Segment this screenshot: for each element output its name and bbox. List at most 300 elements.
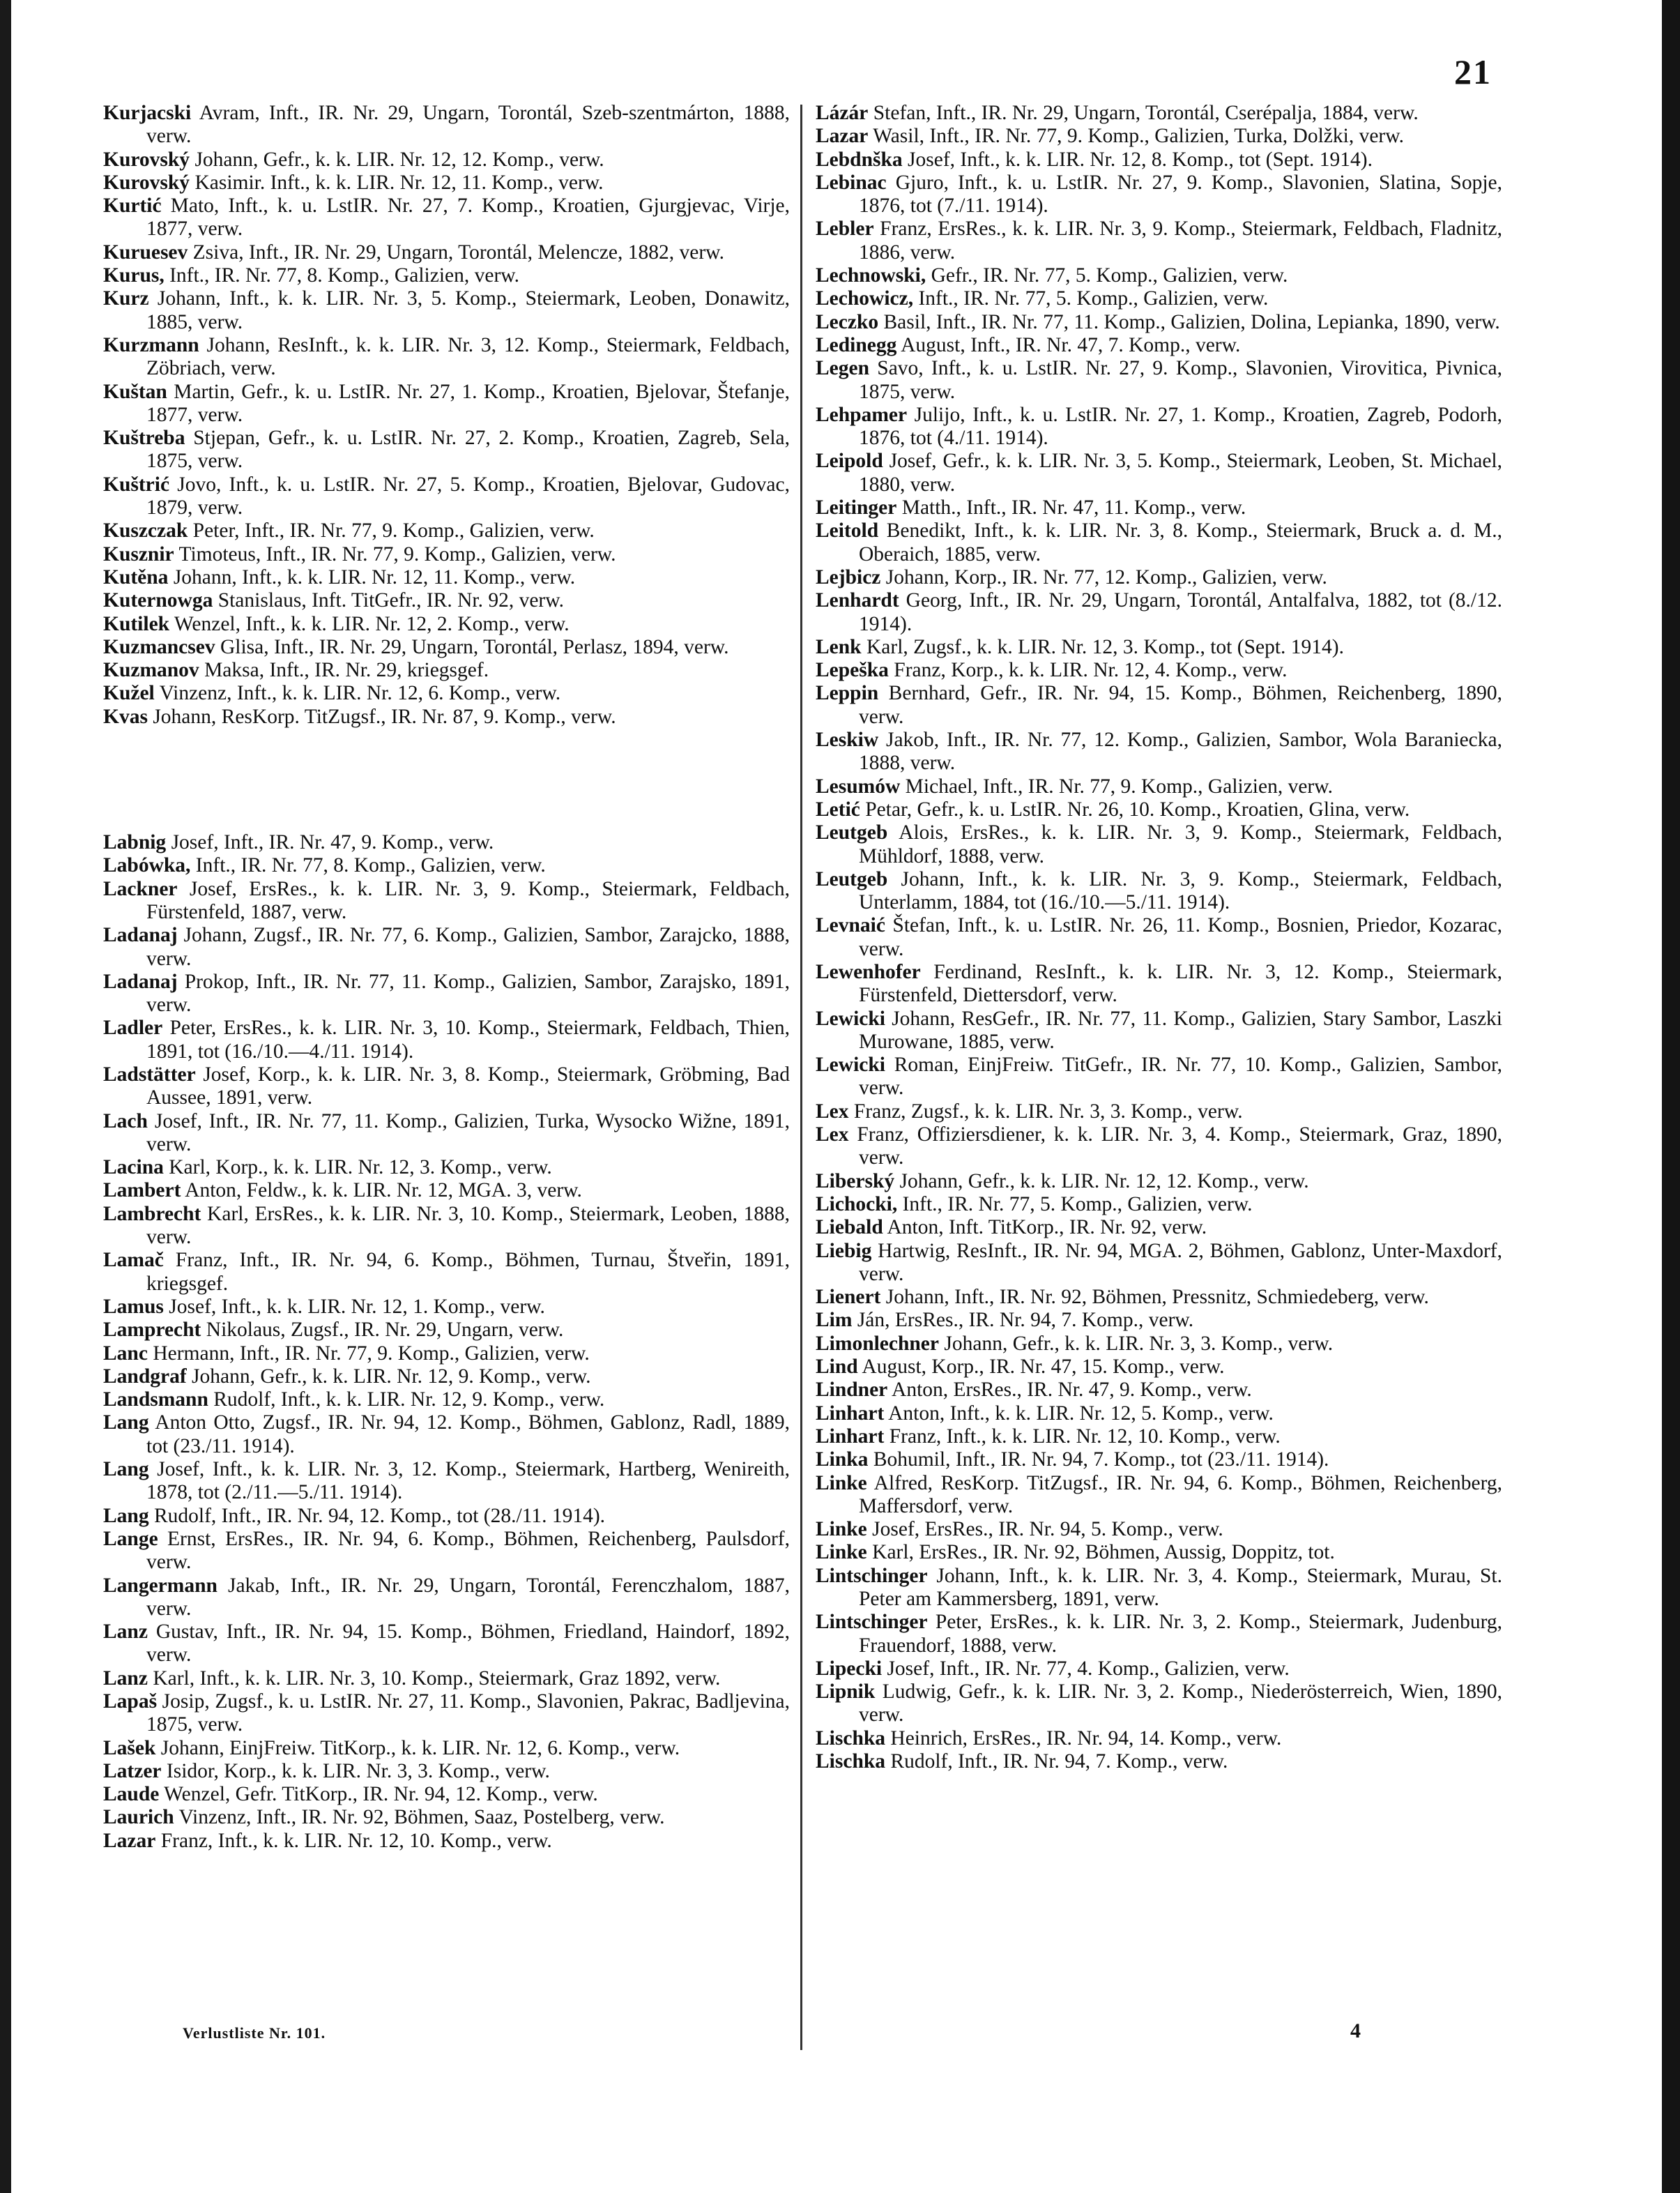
casualty-entry (103, 1063, 790, 1110)
entry-details: Martin, Gefr., k. u. LstIR. Nr. 27, 1. Komp., Kroatien, Bjelovar, Štefanje, 1877, verw. (146, 380, 790, 426)
entry-details: Inft., IR. Nr. 77, 8. Komp., Galizien, verw. (190, 854, 546, 877)
casualty-entry (816, 1448, 1502, 1471)
entry-surname: Linke (816, 1541, 867, 1564)
casualty-entry (816, 659, 1502, 682)
casualty-entry (816, 334, 1502, 357)
casualty-entry (816, 125, 1502, 148)
entry-surname: Leczko (816, 310, 879, 333)
entry-surname: Levnaić (816, 914, 885, 937)
entry-surname: Lischka (816, 1750, 886, 1773)
entry-details: Roman, EinjFreiw. TitGefr., IR. Nr. 77, 10. Komp., Galizien, Sambor, verw. (859, 1054, 1502, 1100)
entry-details: Stjepan, Gefr., k. u. LstIR. Nr. 27, 2. Komp., Kroatien, Zagreb, Sela, 1875, verw. (146, 427, 790, 473)
entry-details: Johann, Korp., IR. Nr. 77, 12. Komp., Galizien, verw. (880, 566, 1327, 589)
casualty-entry (103, 264, 790, 287)
entry-details: Johann, Gefr., k. k. LIR. Nr. 12, 12. Komp., verw. (894, 1169, 1309, 1192)
casualty-entry (816, 149, 1502, 172)
entry-details: Johann, ResInft., k. k. LIR. Nr. 3, 12. Komp., Steiermark, Feldbach, Zöbriach, verw. (146, 333, 790, 380)
casualty-entry (816, 1309, 1502, 1332)
entry-surname: Kuszczak (103, 519, 188, 542)
casualty-entry (103, 1179, 790, 1202)
entry-surname: Lenk (816, 635, 862, 658)
right-column (816, 102, 1502, 1773)
entry-surname: Kurtić (103, 195, 162, 218)
casualty-entry (816, 1750, 1502, 1773)
entry-surname: Lechowicz, (816, 287, 914, 310)
entry-surname: Lenhardt (816, 589, 899, 612)
page-edge-left (0, 0, 11, 2193)
entry-details: Bernhard, Gefr., IR. Nr. 94, 15. Komp., Böhmen, Reichenberg, 1890, verw. (859, 682, 1502, 728)
entry-surname: Lázár (816, 102, 869, 124)
entry-details: Josef, ErsRes., IR. Nr. 94, 5. Komp., verw. (866, 1518, 1223, 1541)
entry-surname: Lang (103, 1411, 149, 1434)
entry-surname: Kuštan (103, 380, 167, 403)
entry-surname: Lapaš (103, 1690, 158, 1713)
entry-details: Glisa, Inft., IR. Nr. 29, Ungarn, Torontál, Perlasz, 1894, verw. (215, 635, 729, 658)
casualty-entry (816, 1657, 1502, 1680)
entry-details: Josef, ErsRes., k. k. LIR. Nr. 3, 9. Komp., Steiermark, Feldbach, Fürstenfeld, 1887, verw. (146, 877, 790, 923)
casualty-entry (816, 311, 1502, 334)
entry-details: August, Korp., IR. Nr. 47, 15. Komp., verw. (857, 1356, 1225, 1379)
casualty-entry (816, 729, 1502, 775)
casualty-entry (103, 102, 790, 149)
entry-details: Franz, Inft., k. k. LIR. Nr. 12, 10. Komp., verw. (884, 1425, 1281, 1448)
section-gap (103, 729, 790, 831)
page-number: 21 (1454, 52, 1492, 91)
entry-surname: Liebald (816, 1216, 883, 1239)
casualty-entry (103, 1760, 790, 1783)
entry-surname: Liberský (816, 1169, 895, 1192)
casualty-entry (816, 1680, 1502, 1727)
casualty-entry (103, 1783, 790, 1806)
casualty-entry (103, 1249, 790, 1296)
casualty-entry (816, 450, 1502, 496)
casualty-entry (816, 1054, 1502, 1100)
entry-details: Prokop, Inft., IR. Nr. 77, 11. Komp., Galizien, Sambor, Zarajsko, 1891, verw. (146, 970, 790, 1017)
entry-details: Anton Otto, Zugsf., IR. Nr. 94, 12. Komp., Böhmen, Gablonz, Radl, 1889, tot (23./11. 1914). (146, 1411, 790, 1457)
entry-surname: Ladstätter (103, 1063, 196, 1086)
casualty-entry (816, 1008, 1502, 1054)
casualty-entry (103, 241, 790, 264)
casualty-entry (816, 1100, 1502, 1123)
casualty-entry (103, 1528, 790, 1574)
casualty-entry (103, 1830, 790, 1853)
casualty-entry (103, 1319, 790, 1342)
entry-surname: Lacina (103, 1156, 164, 1179)
casualty-entry (816, 636, 1502, 659)
entry-details: Ferdinand, ResInft., k. k. LIR. Nr. 3, 12. Komp., Steiermark, Fürstenfeld, Diettersdorf, verw. (859, 960, 1502, 1007)
casualty-entry (103, 1110, 790, 1157)
entry-surname: Lanc (103, 1342, 148, 1365)
entry-surname: Lesumów (816, 775, 901, 798)
entry-surname: Linhart (816, 1425, 885, 1448)
entry-details: Franz, ErsRes., k. k. LIR. Nr. 3, 9. Komp., Steiermark, Feldbach, Fladnitz, 1886, verw. (859, 218, 1502, 264)
entry-details: Michael, Inft., IR. Nr. 77, 9. Komp., Galizien, verw. (900, 775, 1334, 798)
entry-surname: Lewicki (816, 1007, 885, 1030)
entry-surname: Kusznir (103, 542, 174, 566)
entry-details: Johann, Inft., IR. Nr. 92, Böhmen, Pressnitz, Schmiedeberg, verw. (880, 1286, 1429, 1309)
entry-list-right (816, 102, 1502, 1773)
entry-surname: Ladler (103, 1017, 163, 1040)
entry-details: Anton, Inft., k. k. LIR. Nr. 12, 5. Komp., verw. (884, 1402, 1274, 1425)
entry-surname: Lind (816, 1356, 858, 1379)
entry-details: Jakab, Inft., IR. Nr. 29, Ungarn, Torontál, Ferenczhalom, 1887, verw. (146, 1574, 790, 1620)
entry-details: Franz, Offiziersdiener, k. k. LIR. Nr. 3, 4. Komp., Steiermark, Graz, 1890, verw. (848, 1123, 1502, 1169)
entry-details: Heinrich, ErsRes., IR. Nr. 94, 14. Komp., verw. (885, 1727, 1282, 1750)
entry-surname: Lambrecht (103, 1202, 201, 1225)
entry-surname: Kuruesev (103, 241, 188, 264)
casualty-entry (103, 1806, 790, 1829)
casualty-entry (103, 706, 790, 729)
entry-details: Basil, Inft., IR. Nr. 77, 11. Komp., Galizien, Dolina, Lepianka, 1890, verw. (878, 310, 1500, 333)
entry-surname: Kuzmanov (103, 659, 199, 682)
casualty-entry (103, 1017, 790, 1063)
entry-surname: Linhart (816, 1402, 885, 1425)
entry-details: Gefr., IR. Nr. 77, 5. Komp., Galizien, verw. (926, 264, 1288, 287)
entry-surname: Lepeška (816, 659, 889, 682)
entry-surname: Lintschinger (816, 1564, 928, 1587)
casualty-entry (103, 149, 790, 172)
casualty-entry (103, 613, 790, 636)
entry-surname: Labnig (103, 831, 167, 854)
entry-surname: Lazar (816, 125, 869, 148)
entry-surname: Lambert (103, 1179, 181, 1202)
entry-details: Johann, Gefr., k. k. LIR. Nr. 12, 12. Komp., verw. (190, 148, 604, 171)
entry-surname: Latzer (103, 1759, 162, 1782)
casualty-entry (816, 357, 1502, 404)
entry-surname: Limonlechner (816, 1332, 939, 1355)
casualty-entry (816, 821, 1502, 868)
entry-details: Josef, Inft., IR. Nr. 77, 4. Komp., Galizien, verw. (882, 1657, 1290, 1680)
entry-surname: Linke (816, 1471, 867, 1494)
casualty-entry (816, 1402, 1502, 1425)
entry-details: Štefan, Inft., k. u. LstIR. Nr. 26, 11. Komp., Bosnien, Priedor, Kozarac, verw. (859, 914, 1502, 960)
entry-surname: Kutilek (103, 612, 170, 635)
casualty-entry (816, 404, 1502, 450)
entry-details: Kasimir. Inft., k. k. LIR. Nr. 12, 11. Komp., verw. (190, 171, 604, 194)
casualty-entry (816, 798, 1502, 821)
casualty-entry (816, 1240, 1502, 1287)
entry-details: Peter, ErsRes., k. k. LIR. Nr. 3, 2. Komp., Steiermark, Judenburg, Frauendorf, 1888, verw. (859, 1611, 1502, 1657)
casualty-entry (816, 1286, 1502, 1309)
entry-surname: Linka (816, 1448, 869, 1471)
entry-details: Nikolaus, Zugsf., IR. Nr. 29, Ungarn, verw. (201, 1319, 564, 1342)
entry-surname: Labówka, (103, 854, 191, 877)
entry-details: Stefan, Inft., IR. Nr. 29, Ungarn, Torontál, Cserépalja, 1884, verw. (868, 102, 1419, 124)
casualty-entry (103, 831, 790, 854)
casualty-entry (816, 1170, 1502, 1193)
entry-surname: Laude (103, 1783, 160, 1806)
entry-list-l (103, 831, 790, 1853)
entry-details: Josef, Inft., k. k. LIR. Nr. 12, 1. Komp., verw. (163, 1295, 545, 1318)
entry-details: Wasil, Inft., IR. Nr. 77, 9. Komp., Galizien, Turka, Dolžki, verw. (868, 125, 1405, 148)
casualty-entry (103, 1296, 790, 1319)
entry-surname: Ladanaj (103, 924, 178, 947)
entry-surname: Lienert (816, 1286, 881, 1309)
entry-details: Isidor, Korp., k. k. LIR. Nr. 3, 3. Komp., verw. (161, 1759, 550, 1782)
entry-surname: Lim (816, 1309, 853, 1332)
casualty-entry (103, 1203, 790, 1250)
entry-surname: Lackner (103, 877, 178, 900)
casualty-entry (103, 878, 790, 925)
entry-details: Johann, Gefr., k. k. LIR. Nr. 12, 9. Komp., verw. (186, 1365, 591, 1388)
entry-surname: Lejbicz (816, 566, 881, 589)
entry-list-k (103, 102, 790, 729)
entry-details: Karl, Inft., k. k. LIR. Nr. 3, 10. Komp., Steiermark, Graz 1892, verw. (147, 1667, 721, 1690)
casualty-entry (103, 971, 790, 1017)
entry-surname: Lischka (816, 1727, 886, 1750)
casualty-entry (103, 427, 790, 473)
casualty-entry (816, 566, 1502, 589)
entry-surname: Kuštrić (103, 473, 170, 496)
casualty-entry (103, 1574, 790, 1621)
entry-surname: Leutgeb (816, 821, 888, 844)
entry-surname: Kurzmann (103, 333, 199, 356)
entry-surname: Leppin (816, 682, 879, 705)
entry-details: Jakob, Inft., IR. Nr. 77, 12. Komp., Galizien, Sambor, Wola Baraniecka, 1888, verw. (859, 729, 1502, 775)
entry-details: Franz, Zugsf., k. k. LIR. Nr. 3, 3. Komp., verw. (848, 1100, 1243, 1123)
entry-details: Vinzenz, Inft., k. k. LIR. Nr. 12, 6. Komp., verw. (154, 682, 561, 705)
casualty-entry (816, 1123, 1502, 1170)
casualty-entry (816, 218, 1502, 264)
entry-details: Wenzel, Gefr. TitKorp., IR. Nr. 94, 12. Komp., verw. (159, 1783, 598, 1806)
entry-details: Benedikt, Inft., k. k. LIR. Nr. 3, 8. Komp., Steiermark, Bruck a. d. M., Oberaich, 1885, verw. (859, 519, 1502, 566)
entry-details: Anton, Inft. TitKorp., IR. Nr. 92, verw. (883, 1216, 1207, 1239)
entry-surname: Kurovský (103, 148, 190, 171)
casualty-entry (103, 1342, 790, 1365)
entry-surname: Lehpamer (816, 403, 908, 426)
casualty-entry (103, 381, 790, 427)
entry-details: Gjuro, Inft., k. u. LstIR. Nr. 27, 9. Komp., Slavonien, Slatina, Sopje, 1876, tot (7./11. 1914). (859, 171, 1502, 218)
casualty-entry (103, 1388, 790, 1411)
casualty-entry (103, 1667, 790, 1690)
entry-surname: Lamus (103, 1295, 164, 1318)
entry-surname: Lichocki, (816, 1192, 898, 1215)
casualty-entry (816, 1472, 1502, 1519)
entry-surname: Lang (103, 1504, 149, 1527)
entry-details: Stanislaus, Inft. TitGefr., IR. Nr. 92, verw. (213, 589, 565, 612)
entry-details: Anton, Feldw., k. k. LIR. Nr. 12, MGA. 3, verw. (181, 1179, 582, 1202)
entry-details: Hermann, Inft., IR. Nr. 77, 9. Komp., Galizien, verw. (147, 1342, 590, 1365)
casualty-entry (816, 1333, 1502, 1356)
entry-surname: Lamprecht (103, 1319, 201, 1342)
entry-details: Ján, ErsRes., IR. Nr. 94, 7. Komp., verw. (852, 1309, 1194, 1332)
casualty-entry (816, 287, 1502, 310)
entry-details: Inft., IR. Nr. 77, 5. Komp., Galizien, verw. (897, 1192, 1253, 1215)
casualty-entry (816, 1727, 1502, 1750)
entry-details: Alfred, ResKorp. TitZugsf., IR. Nr. 94, 6. Komp., Böhmen, Reichenberg, Maffersdorf, verw. (859, 1471, 1502, 1517)
casualty-entry (816, 775, 1502, 798)
entry-surname: Lach (103, 1109, 148, 1132)
entry-details: Petar, Gefr., k. u. LstIR. Nr. 26, 10. Komp., Kroatien, Glina, verw. (860, 798, 1410, 821)
casualty-entry (816, 1611, 1502, 1657)
casualty-entry (103, 1411, 790, 1458)
entry-details: August, Inft., IR. Nr. 47, 7. Komp., verw. (896, 333, 1241, 356)
column-divider (800, 105, 802, 2050)
entry-details: Franz, Inft., IR. Nr. 94, 6. Komp., Böhmen, Turnau, Štveřin, 1891, kriegsgef. (146, 1249, 790, 1295)
entry-surname: Leitinger (816, 496, 897, 519)
entry-surname: Lewenhofer (816, 960, 921, 983)
entry-details: Karl, ErsRes., k. k. LIR. Nr. 3, 10. Komp., Steiermark, Leoben, 1888, verw. (146, 1202, 790, 1249)
entry-details: Johann, ResKorp. TitZugsf., IR. Nr. 87, 9. Komp., verw. (147, 705, 616, 728)
entry-details: Franz, Inft., k. k. LIR. Nr. 12, 10. Komp., verw. (155, 1829, 552, 1852)
casualty-entry (103, 659, 790, 682)
entry-details: Franz, Korp., k. k. LIR. Nr. 12, 4. Komp., verw. (888, 659, 1288, 682)
entry-surname: Lebler (816, 218, 874, 241)
entry-surname: Lintschinger (816, 1611, 928, 1634)
entry-surname: Kurz (103, 287, 149, 310)
casualty-entry (103, 334, 790, 381)
casualty-entry (816, 172, 1502, 218)
entry-details: Ludwig, Gefr., k. k. LIR. Nr. 3, 2. Komp., Niederösterreich, Wien, 1890, verw. (859, 1680, 1502, 1727)
entry-surname: Linke (816, 1518, 867, 1541)
entry-details: Karl, Korp., k. k. LIR. Nr. 12, 3. Komp., verw. (163, 1156, 552, 1179)
casualty-entry (103, 1458, 790, 1505)
entry-surname: Leitold (816, 519, 879, 542)
entry-surname: Lamač (103, 1249, 164, 1272)
entry-surname: Kurus, (103, 264, 165, 287)
casualty-entry (103, 543, 790, 566)
entry-details: Rudolf, Inft., IR. Nr. 94, 7. Komp., verw. (885, 1750, 1228, 1773)
entry-details: Johann, ResGefr., IR. Nr. 77, 11. Komp., Galizien, Stary Sambor, Laszki Murowane, 1885, verw. (859, 1007, 1502, 1053)
entry-details: Johann, Inft., k. k. LIR. Nr. 3, 4. Komp., Steiermark, Murau, St. Peter am Kammersberg, 1891, verw. (859, 1564, 1502, 1610)
entry-surname: Lang (103, 1458, 149, 1481)
entry-details: Bohumil, Inft., IR. Nr. 94, 7. Komp., tot (23./11. 1914). (868, 1448, 1329, 1471)
entry-details: Hartwig, ResInft., IR. Nr. 94, MGA. 2, Böhmen, Gablonz, Unter-Maxdorf, verw. (859, 1239, 1502, 1285)
entry-surname: Ledinegg (816, 333, 897, 356)
casualty-entry (103, 1737, 790, 1760)
casualty-entry (103, 854, 790, 877)
casualty-entry (816, 682, 1502, 729)
entry-surname: Lechnowski, (816, 264, 926, 287)
entry-details: Josef, Korp., k. k. LIR. Nr. 3, 8. Komp., Steiermark, Gröbming, Bad Aussee, 1891, verw. (146, 1063, 790, 1109)
entry-details: Anton, ErsRes., IR. Nr. 47, 9. Komp., verw. (887, 1379, 1252, 1402)
entry-surname: Lebdnška (816, 148, 903, 171)
entry-details: Peter, Inft., IR. Nr. 77, 9. Komp., Galizien, verw. (188, 519, 595, 542)
entry-details: Josef, Inft., IR. Nr. 47, 9. Komp., verw. (166, 831, 494, 854)
casualty-entry (816, 868, 1502, 915)
entry-surname: Kuzmancsev (103, 635, 215, 658)
entry-details: Johann, Inft., k. k. LIR. Nr. 12, 11. Komp., verw. (168, 566, 576, 589)
entry-surname: Kurjacski (103, 102, 192, 124)
casualty-entry (103, 1156, 790, 1179)
entry-surname: Ladanaj (103, 970, 178, 993)
entry-details: Gustav, Inft., IR. Nr. 94, 15. Komp., Böhmen, Friedland, Haindorf, 1892, verw. (146, 1621, 790, 1667)
casualty-entry (816, 264, 1502, 287)
casualty-entry (103, 924, 790, 971)
casualty-entry (103, 589, 790, 612)
entry-details: Matth., Inft., IR. Nr. 47, 11. Komp., verw. (896, 496, 1246, 519)
casualty-entry (103, 1505, 790, 1528)
entry-details: Johann, Zugsf., IR. Nr. 77, 6. Komp., Galizien, Sambor, Zarajcko, 1888, verw. (146, 924, 790, 970)
casualty-entry (816, 961, 1502, 1008)
entry-details: Johann, Gefr., k. k. LIR. Nr. 3, 3. Komp., verw. (939, 1332, 1334, 1355)
entry-surname: Lipecki (816, 1657, 883, 1680)
casualty-entry (103, 566, 790, 589)
entry-surname: Kuštreba (103, 427, 185, 450)
casualty-entry (816, 1541, 1502, 1564)
page-edge-right (1662, 0, 1680, 2193)
entry-surname: Leskiw (816, 729, 879, 752)
entry-surname: Leutgeb (816, 867, 888, 890)
casualty-entry (103, 1621, 790, 1667)
casualty-entry (816, 1565, 1502, 1611)
casualty-entry (816, 1193, 1502, 1216)
entry-details: Jovo, Inft., k. u. LstIR. Nr. 27, 5. Komp., Kroatien, Bjelovar, Gudovac, 1879, verw. (146, 473, 790, 519)
entry-surname: Leipold (816, 450, 883, 473)
casualty-entry (103, 1690, 790, 1737)
entry-details: Karl, Zugsf., k. k. LIR. Nr. 12, 3. Komp., tot (Sept. 1914). (861, 635, 1344, 658)
casualty-entry (816, 102, 1502, 125)
entry-details: Josip, Zugsf., k. u. LstIR. Nr. 27, 11. Komp., Slavonien, Pakrac, Badljevina, 1875, verw. (146, 1690, 790, 1736)
casualty-entry (103, 636, 790, 659)
entry-surname: Landsmann (103, 1388, 208, 1411)
casualty-entry (816, 1216, 1502, 1239)
entry-surname: Lex (816, 1123, 849, 1146)
entry-details: Peter, ErsRes., k. k. LIR. Nr. 3, 10. Komp., Steiermark, Feldbach, Thien, 1891, tot (16./10.—4./11. 1914). (146, 1017, 790, 1063)
casualty-entry (103, 172, 790, 195)
entry-details: Timoteus, Inft., IR. Nr. 77, 9. Komp., Galizien, verw. (174, 542, 616, 566)
casualty-entry (816, 1356, 1502, 1379)
entry-details: Alois, ErsRes., k. k. LIR. Nr. 3, 9. Komp., Steiermark, Feldbach, Mühldorf, 1888, verw. (859, 821, 1502, 867)
casualty-entry (103, 682, 790, 705)
entry-surname: Lanz (103, 1621, 148, 1644)
entry-surname: Lex (816, 1100, 849, 1123)
entry-details: Julijo, Inft., k. u. LstIR. Nr. 27, 1. Komp., Kroatien, Zagreb, Podorh, 1876, tot (4./11. 1914). (859, 403, 1502, 450)
entry-details: Josef, Inft., k. k. LIR. Nr. 3, 12. Komp., Steiermark, Hartberg, Wenireith, 1878, tot (2./11.—5./11. 1914). (146, 1458, 790, 1504)
casualty-entry (816, 914, 1502, 961)
casualty-entry (816, 589, 1502, 636)
entry-details: Johann, EinjFreiw. TitKorp., k. k. LIR. Nr. 12, 6. Komp., verw. (155, 1736, 680, 1759)
entry-surname: Lindner (816, 1379, 888, 1402)
entry-surname: Lipnik (816, 1680, 876, 1703)
casualty-entry (103, 287, 790, 334)
entry-surname: Kurovský (103, 171, 190, 194)
entry-surname: Lange (103, 1527, 158, 1550)
entry-details: Wenzel, Inft., k. k. LIR. Nr. 12, 2. Komp., verw. (169, 612, 570, 635)
entry-details: Rudolf, Inft., IR. Nr. 94, 12. Komp., tot (28./11. 1914). (148, 1504, 606, 1527)
entry-details: Georg, Inft., IR. Nr. 29, Ungarn, Torontál, Antalfalva, 1882, tot (8./12. 1914). (859, 589, 1502, 635)
entry-surname: Legen (816, 357, 870, 380)
casualty-entry (816, 1425, 1502, 1448)
casualty-entry (103, 473, 790, 520)
entry-details: Avram, Inft., IR. Nr. 29, Ungarn, Torontál, Szeb-szentmárton, 1888, verw. (146, 102, 790, 148)
left-column (103, 102, 790, 1853)
entry-surname: Kvas (103, 705, 148, 728)
entry-surname: Lašek (103, 1736, 156, 1759)
casualty-entry (103, 519, 790, 542)
entry-surname: Lanz (103, 1667, 148, 1690)
casualty-entry (816, 1379, 1502, 1402)
entry-details: Inft., IR. Nr. 77, 8. Komp., Galizien, verw. (164, 264, 520, 287)
entry-details: Josef, Inft., k. k. LIR. Nr. 12, 8. Komp., tot (Sept. 1914). (902, 148, 1373, 171)
entry-details: Josef, Gefr., k. k. LIR. Nr. 3, 5. Komp., Steiermark, Leoben, St. Michael, 1880, verw. (859, 450, 1502, 496)
entry-details: Savo, Inft., k. u. LstIR. Nr. 27, 9. Komp., Slavonien, Virovitica, Pivnica, 1875, verw. (859, 357, 1502, 403)
entry-surname: Letić (816, 798, 860, 821)
entry-surname: Kužel (103, 682, 155, 705)
casualty-entry (816, 1518, 1502, 1541)
signature-mark: 4 (1350, 2019, 1361, 2042)
entry-details: Ernst, ErsRes., IR. Nr. 94, 6. Komp., Böhmen, Reichenberg, Paulsdorf, verw. (146, 1527, 790, 1574)
casualty-entry (103, 195, 790, 241)
entry-details: Maksa, Inft., IR. Nr. 29, kriegsgef. (199, 659, 489, 682)
casualty-entry (103, 1365, 790, 1388)
entry-surname: Langermann (103, 1574, 217, 1597)
entry-surname: Kuternowga (103, 589, 213, 612)
entry-details: Mato, Inft., k. u. LstIR. Nr. 27, 7. Komp., Kroatien, Gjurgjevac, Virje, 1877, verw. (146, 195, 790, 241)
entry-details: Inft., IR. Nr. 77, 5. Komp., Galizien, verw. (913, 287, 1269, 310)
casualty-entry (816, 496, 1502, 519)
entry-details: Karl, ErsRes., IR. Nr. 92, Böhmen, Aussig, Doppitz, tot. (866, 1541, 1335, 1564)
